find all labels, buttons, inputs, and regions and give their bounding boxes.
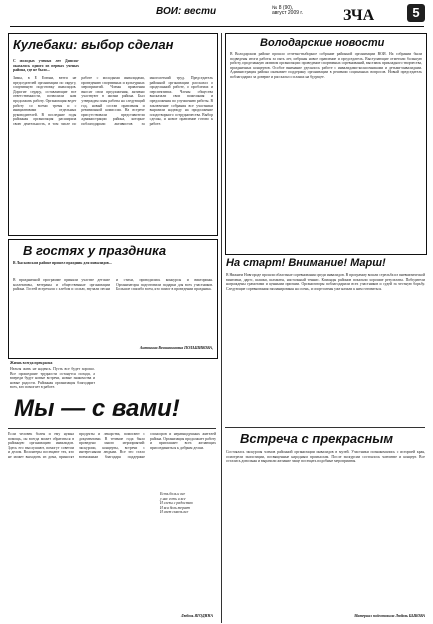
poem-line: Есть боль и все [160,492,186,496]
issue-info [272,6,303,16]
article-title: Володарские новости [260,37,385,49]
article-volodarskoe [225,33,427,255]
article-vstrecha-body: Состоялась экскурсия членов районной организации инвалидов в музей. Участники познакомились с историей края, осмотрели экспозиции, посвященные народным промыслам. После экскурсии состоялось чаепитие и концерт. Все остались довольны и выразили желание чаще посещать подобные мероприятия. [226,450,425,464]
article-title-my-s-vami: Мы — с вами! [14,395,180,422]
section-divider [225,427,425,428]
article-title-vstrecha: Встреча с прекрасным [240,431,393,446]
article-body: Зимы, в Е Еоюни, везти не председателей организации по округу, спортивную подготовку инвалидов. Дорогие сердцу, оставляющие все ответственности, позволили нам продолжать работу. Организация ведет работу со всеми тремя и с инициативами отдельных руководителей. В последние годы районная организация расширила свою деятельность, в том числе по работе с молодыми инвалидами, проведению спортивных и культурных мероприятий. Члены правления вносят свои предложения, активно участвуют в жизни района. Был утвержден план работы на следующий год, новый состав правления и ревизионной комиссии. На встрече присутствовали представители администрации района, которые поблагодарили активистов за многолетний труд. Председатель районной организации рассказал о проделанной работе, о проблемах и перспективах. Члены общества высказали свои пожелания и предложения по улучшению работы. В заключение собрания все участники выразили надежду на продолжение плодотворного сотрудничества. Выбор сделан, и новое правление готово к работе. [13,76,213,126]
article-lede: С молодых ученых лет Дипсон-оказалось одного из первых ученых района, где не было... [13,59,79,73]
poem-line: И вся боль теряет [160,505,191,510]
issue-number: № 8 (90), [272,5,294,11]
article-signature: Антонина Вениаминовна ПОЛЬШИКОВА, [139,346,213,350]
section-divider [8,428,216,429]
article-title: В гостях у праздника [23,243,167,258]
issue-date: август 2009 г. [272,10,303,16]
page-header [10,2,424,27]
logo-mark [343,5,385,23]
article-body: В Володарском районе прошло отчетно-выборное собрание районной организации ВОИ. На собрании были подведены итоги работы за пять лет, избраны новое правление и председатель. Выступающие отметили большую работу, проделанную активом организации: проведение спортивных соревнований, выставок прикладного творчества, праздничных концертов. Особое внимание уделялось работе с инвалидами-колясочниками и детьми-инвалидами. Администрация района оказывает поддержку организации в решении социальных вопросов. Новый председатель поблагодарил за доверие и рассказал о планах на будущее. [230,52,422,79]
article-lede: В Лысковском районе прошел праздник для инвалидов... [13,261,112,265]
article-title: Кулебаки: выбор сделан [13,37,174,52]
article-my-s-vami-body: Если человек болен и ему нужна помощь, он всегда может обратиться в районную организацию инвалидов. Здесь его выслушают, помогут советом и делом. Волонтеры посещают тех, кто не может выходить из дома, приносят продукты и лекарства, помогают с документами. В течение года было проведено много мероприятий: экскурсии, концерты, встречи с интересными людьми. Все это стало возможным благодаря поддержке спонсоров и неравнодушных жителей района. Организация продолжает работу и приглашает всех желающих присоединиться к добрым делам. [8,432,216,459]
article-signature: Материал подготовила Любовь БЫКОВА [354,614,425,618]
zhizn-body: Нельзя жить не надеясь. Пусть все будет хорошо. Все прошедшие трудности останутся позади, а впереди будут новые встречи, новые знакомства и новые радости. Районная организация благодарит всех, кто помогает в работе. [10,367,95,390]
zhizn-lead: Жизнь всегда прекрасна [10,361,53,365]
poem-line: у нас есть и все [160,496,186,501]
article-signature: Любовь ЯГОДИНА [181,614,213,618]
poem-block [160,492,193,515]
article-gostyah [8,239,218,359]
logo-text: ЗЧА [343,7,375,23]
paper-name: ВОИ: вести [156,6,217,17]
article-kulebaki [8,33,218,236]
article-title-na-start: На старт! Внимание! Марш! [226,257,386,269]
newspaper-logo [343,5,385,23]
poem-line: И свет сквозь все [160,510,189,515]
column-divider [221,33,222,623]
article-body: В праздничной программе приняли участие детские коллективы, ветераны и общественные организации района. Гостей встречали с хлебом и солью, звучали песни и стихи, проводились конкурсы и викторины. Организаторы подготовили подарки для всех участников. Большое спасибо всем, кто помог в проведении праздника. [13,278,213,292]
article-na-start-body: В Нижнем Новгороде прошли областные соревнования среди инвалидов. В программу вошли стрельба из пневматической винтовки, дартс, шашки, шахматы, настольный теннис. Команды районов показали хорошие результаты. Победители награждены грамотами и ценными призами. Организаторы поблагодарили всех участников и судей за честную борьбу. Следующие соревнования запланированы на осень, и спортсмены уже начали к ним готовиться. [226,273,425,291]
poem-line: И слезы с радостью [160,501,193,506]
page-number: 5 [407,4,425,22]
